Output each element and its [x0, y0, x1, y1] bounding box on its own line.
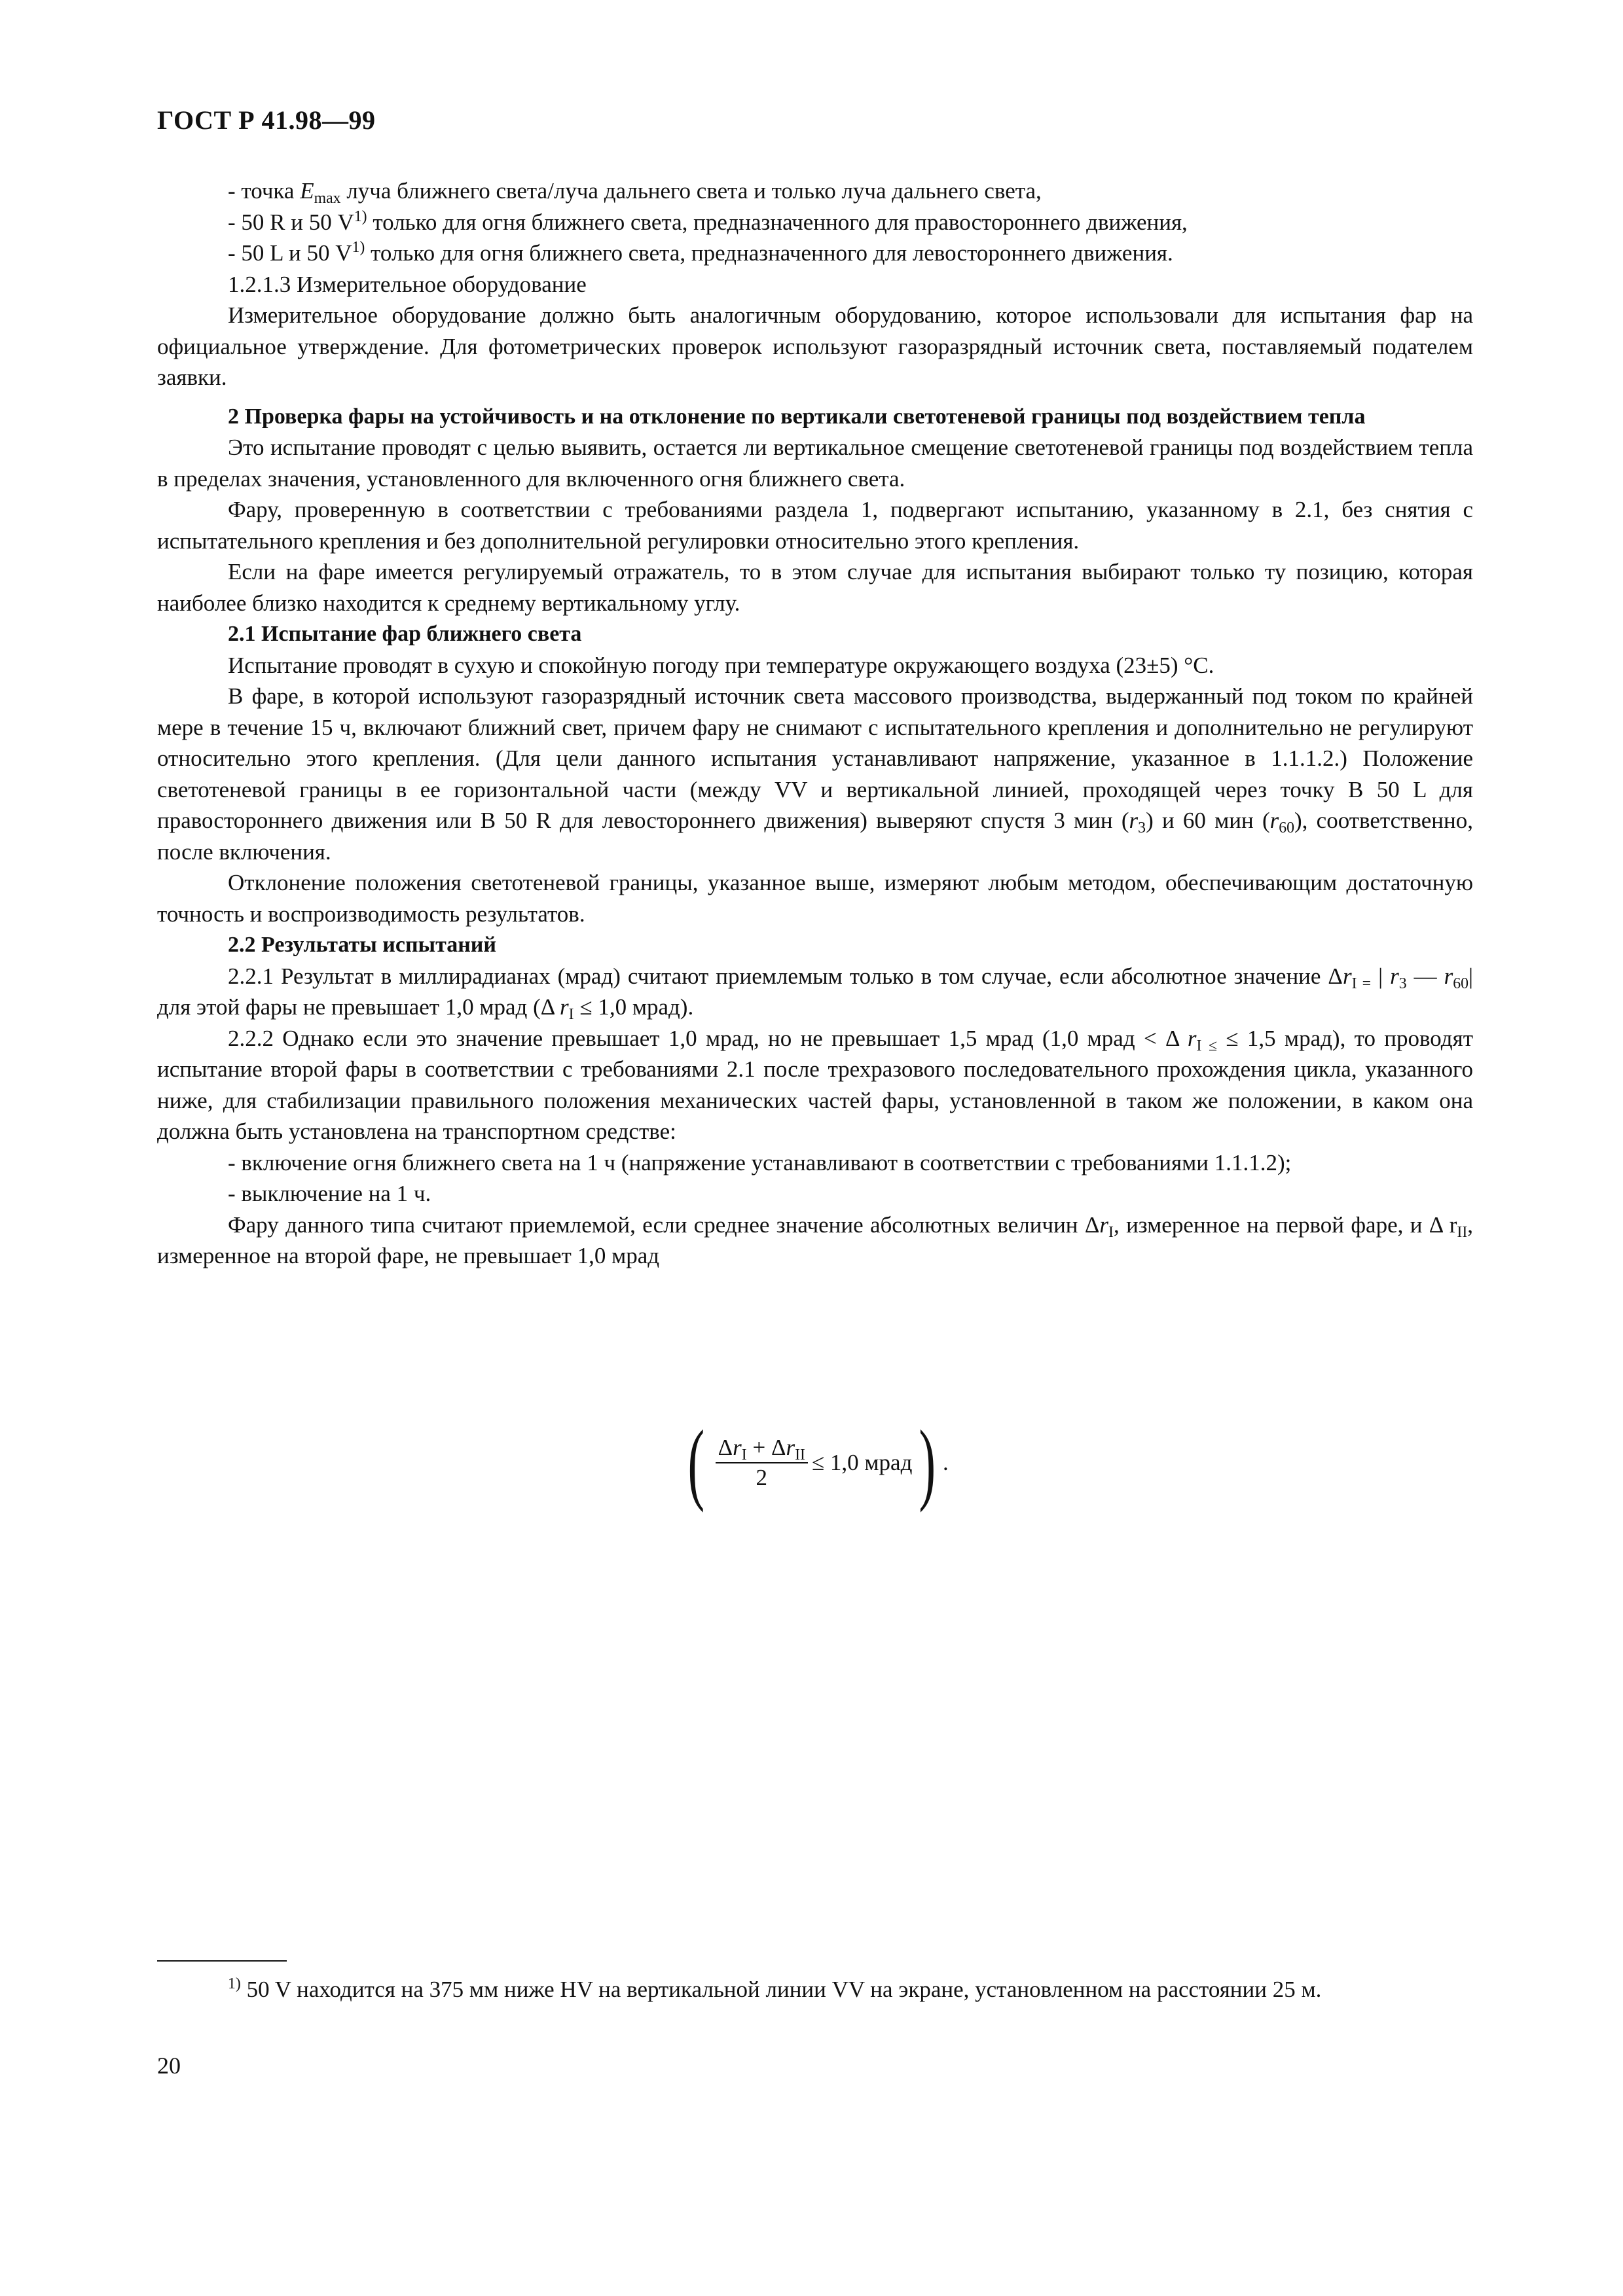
formula-fraction [716, 1435, 808, 1491]
document-header: ГОСТ Р 41.98—99 [157, 105, 376, 135]
document-body [157, 175, 1473, 1272]
formula-rhs: ≤ 1,0 мрад [811, 1450, 913, 1475]
formula-open-paren: ( [687, 1412, 705, 1513]
bullet-emax: - точка $E_{max}$ луча ближнего света/луча дальнего света и только луча дальнего света, [228, 178, 1042, 207]
paragraph-acceptance: Фару данного типа считают приемлемой, если среднее значение абсолютных величин $\Delta r_I$, измеренное на первой фаре, и Δ $r_{II}$, измеренное на второй фаре, не превышает 1,0 мрад [157, 1211, 1473, 1268]
paragraph-procedure: В фаре, в которой используют газоразрядный источник света массового производства, выдержанный под током по крайней мере в течение 15 ч, включают ближний свет, причем фару не снимают с испытательного крепления и дополнительно не регулируют относительно этого крепления. (Для цели данного испытания устанавливают напряжение, указанное в 1.1.1.2.) Положение светотеневой границы в ее горизонтальной части (между VV и вертикальной линией, проходящей через точку B 50 L для правостороннего движения или B 50 R для левостороннего движения) выверяют спустя 3 мин $(r_3)$ и 60 мин $(r_{60})$, соответственно, после включения. [157, 683, 1474, 865]
bullet-50r-50v: - 50 R и 50 $V^{1)}$ только для огня ближнего света, предназначенного для правостороннего движения, [228, 207, 1188, 235]
paragraph-measurement: Отклонение положения светотеневой границы, указанное выше, измеряют любым методом, обеспечивающим достаточную точность и воспроизводимость результатов. [157, 870, 1473, 927]
paragraph-2-2-1: 2.2.1 Результат в миллирадианах (мрад) считают приемлемым только в том случае, если абсолютное значение $\Delta r_{I =}$ | $r_3$ — $r_{60}|$ для этой фары не превышает 1,0 мрад (Δ $r_I \le 1,0$ мрад). [157, 963, 1474, 1024]
footnote-divider [157, 1960, 287, 1962]
section-2-1-heading: 2.1 Испытание фар ближнего света [228, 622, 582, 646]
formula-numerator: $\Delta r_I + \Delta r_{II}$ [716, 1435, 808, 1463]
section-2-heading: 2 Проверка фары на устойчивость и на отклонение по вертикали светотеневой границы под воздействием тепла [228, 404, 1366, 429]
formula-period: . [943, 1450, 949, 1475]
paragraph-equipment: Измерительное оборудование должно быть аналогичным оборудованию, которое использовали для испытания фар на официальное утверждение. Для фотометрических проверок используют газоразрядный источник света, поставляемый подателем заявки. [157, 302, 1473, 390]
formula-denominator: 2 [756, 1465, 768, 1490]
paragraph-headlamp-mounting: Фару, проверенную в соответствии с требованиями раздела 1, подвергают испытанию, указанному в 2.1, без снятия с испытательного крепления и без дополнительной регулировки относительно этого крепления. [157, 497, 1473, 554]
footnote [157, 1973, 1473, 2006]
paragraph-purpose: Это испытание проводят с целью выявить, остается ли вертикальное смещение светотеневой границы под воздействием тепла в пределах значения, установленного для включенного огня ближнего света. [157, 435, 1473, 492]
formula-close-paren: ) [919, 1412, 936, 1513]
paragraph-conditions: Испытание проводят в сухую и спокойную погоду при температуре окружающего воздуха (23±5) °C. [228, 652, 1214, 678]
acceptance-formula [681, 1412, 949, 1513]
section-1-2-1-3-title: 1.2.1.3 Измерительное оборудование [228, 271, 587, 297]
bullet-50l-50v: - 50 L и 50 $V^{1)}$ только для огня ближнего света, предназначенного для левостороннего движения. [228, 238, 1173, 266]
paragraph-2-2-2: 2.2.2 Однако если это значение превышает 1,0 мрад, но не превышает 1,5 мрад (1,0 мрад < Δ $r_{I \le} \le 1,5$ мрад), то проводят испытание второй фары в соответствии с требованиями 2.1 после трехразового последовательного прохождения цикла, указанного ниже, для стабилизации правильного положения механических частей фары, установленной в таком же положении, в каком она должна быть установлена на транспортном средстве: [157, 1025, 1473, 1144]
footnote-mark: 1) [228, 1975, 241, 1992]
bullet-off: - выключение на 1 ч. [228, 1181, 431, 1206]
section-2-2-heading: 2.2 Результаты испытаний [228, 933, 496, 957]
footnote-text: 50 V находится на 375 мм ниже HV на вертикальной линии VV на экране, установленном на расстоянии 25 м. [240, 1977, 1322, 2002]
page-number: 20 [157, 2053, 181, 2079]
bullet-low-beam-on: - включение огня ближнего света на 1 ч (напряжение устанавливают в соответствии с требованиями 1.1.1.2); [228, 1149, 1292, 1175]
paragraph-reflector: Если на фаре имеется регулируемый отражатель, то в этом случае для испытания выбирают только ту позицию, которая наиболее близко находится к среднему вертикальному углу. [157, 559, 1473, 616]
